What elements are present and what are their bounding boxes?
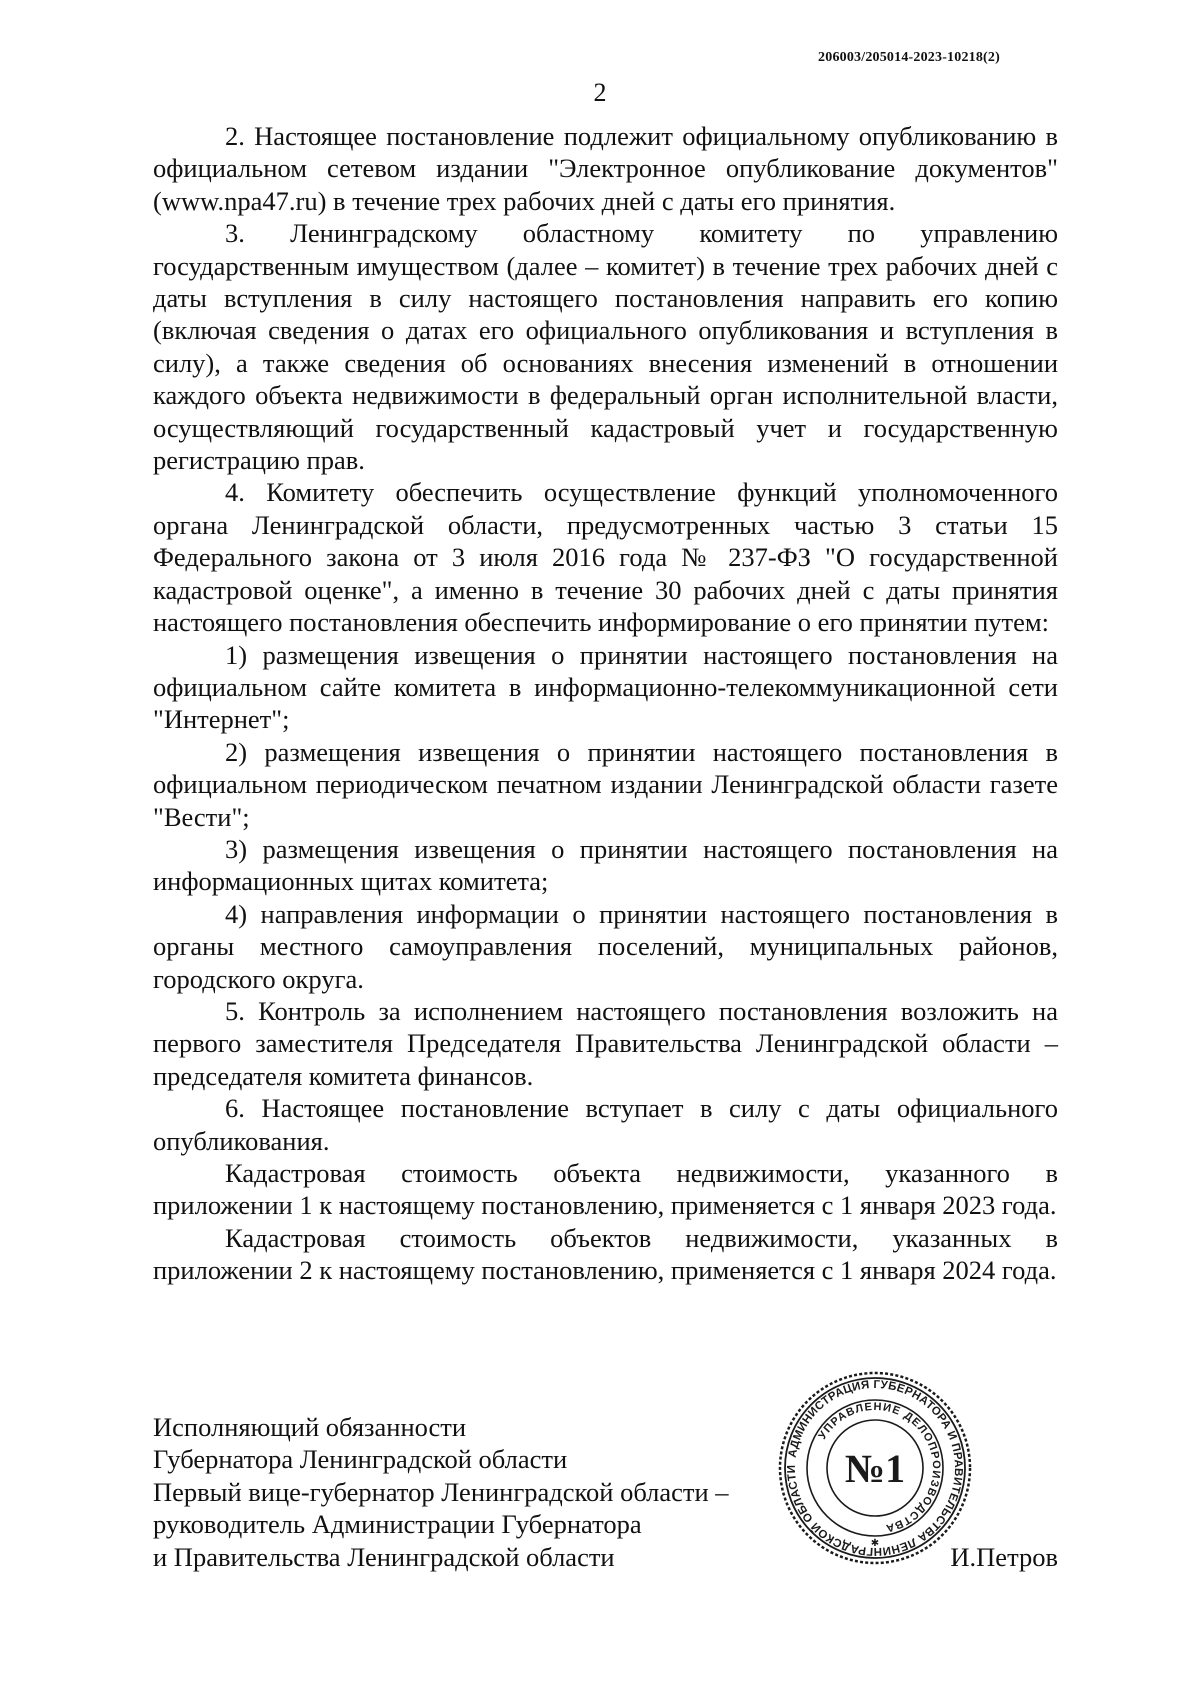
star-icon: ✱	[870, 1538, 880, 1549]
document-body	[153, 120, 1058, 1287]
seal-inner-text: УПРАВЛЕНИЕ ДЕЛОПРОИЗВОДСТВА	[816, 1400, 943, 1535]
paragraph-5-control: 5. Контроль за исполнением настоящего постановления возложить на первого заместителя Председателя Правительства Ленинградской области – председателя комитета финансов.	[153, 995, 1058, 1091]
paragraph-3-committee: 3. Ленинградскому областному комитету по управлению государственным имуществом (далее – комитет) в течение трех рабочих дней с даты вступления в силу настоящего постановления направить его копию (включая сведения о датах его официального опубликования и вступления в силу), а также сведения об основаниях внесения изменений в отношении каждого объекта недвижимости в федеральный орган исполнительной власти, осуществляющий государственный кадастровый учет и государственную регистрацию прав.	[153, 218, 1058, 476]
paragraph-4-informing: 4. Комитету обеспечить осуществление функций уполномоченного органа Ленинградской области, предусмотренных частью 3 статьи 15 Федерального закона от 3 июля 2016 года № 237-ФЗ "О государственной кадастровой оценке", а именно в течение 30 рабочих дней с даты принятия настоящего постановления обеспечить информирование о его принятии путем:	[153, 477, 1058, 638]
signer-title-line: Губернатора Ленинградской области	[153, 1444, 568, 1475]
signer-title-line: и Правительства Ленинградской области	[153, 1541, 615, 1572]
signer-title-line: Исполняющий обязанности	[153, 1412, 467, 1442]
page-number: 2	[593, 78, 607, 107]
paragraph-2-publication: 2. Настоящее постановление подлежит официальному опубликованию в официальном сетевом издании "Электронное опубликование документов" (www.npa47.ru) в течение трех рабочих дней с даты его принятия.	[153, 121, 1058, 216]
seal-center-number: №1	[844, 1446, 906, 1491]
seal-ring-text: АДМИНИСТРАЦИЯ ГУБЕРНАТОРА И ПРАВИТЕЛЬСТВА ЛЕНИНГРАДСКОЙ ОБЛАСТИ	[785, 1378, 965, 1558]
subitem-1-website: 1) размещения извещения о принятии настоящего постановления на официальном сайте комитета в информационно-телекоммуникационной сети "Интернет";	[153, 639, 1058, 735]
paragraph-cadastral-2024: Кадастровая стоимость объектов недвижимости, указанных в приложении 2 к настоящему постановлению, применяется с 1 января 2024 года.	[153, 1222, 1058, 1286]
paragraph-6-effective: 6. Настоящее постановление вступает в силу с даты официального опубликования.	[153, 1093, 1058, 1156]
subitem-2-newspaper: 2) размещения извещения о принятии настоящего постановления в официальном периодическом печатном издании Ленинградской области газете "Вести";	[153, 736, 1058, 832]
signer-title-line: Первый вице-губернатор Ленинградской области –	[153, 1476, 729, 1507]
seal-icon	[775, 1368, 975, 1568]
official-seal-stamp	[775, 1368, 975, 1568]
signer-name: И.Петров	[950, 1541, 1058, 1572]
paragraph-cadastral-2023: Кадастровая стоимость объекта недвижимости, указанного в приложении 1 к настоящему постановлению, применяется с 1 января 2023 года.	[153, 1158, 1058, 1221]
subitem-4-local-authorities: 4) направления информации о принятии настоящего постановления в органы местного самоуправления поселений, муниципальных районов, городского округа.	[153, 898, 1058, 994]
document-registration-number: 206003/205014-2023-10218(2)	[818, 50, 1000, 65]
signer-title-line: руководитель Администрации Губернатора	[153, 1509, 642, 1540]
subitem-3-boards: 3) размещения извещения о принятии настоящего постановления на информационных щитах комитета;	[153, 833, 1058, 897]
